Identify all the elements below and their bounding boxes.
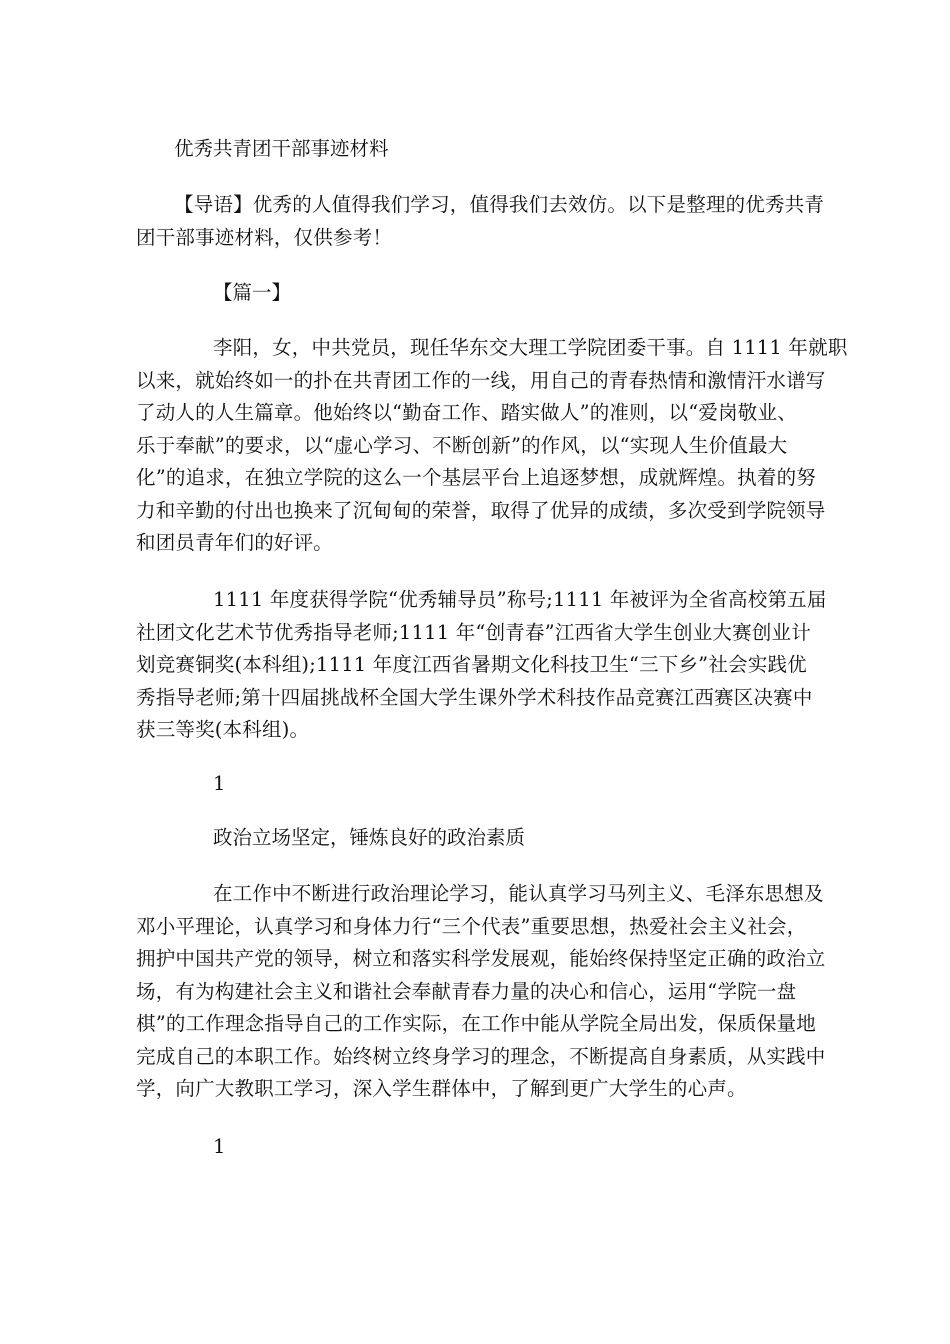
intro-line: 团干部事迹材料，仅供参考！ (136, 225, 393, 249)
section-heading: 【篇一】 (213, 281, 292, 304)
paragraph-line: 乐于奉献”的要求，以“虚心学习、不断创新”的作风，以“实现人生价值最大 (136, 433, 788, 457)
paragraph-line: 力和辛勤的付出也换来了沉甸甸的荣誉，取得了优异的成绩，多次受到学院领导 (136, 498, 826, 522)
document-title: 优秀共青团干部事迹材料 (174, 137, 389, 160)
paragraph-line: 完成自己的本职工作。始终树立终身学习的理念，不断提高自身素质，从实践中 (136, 1044, 826, 1068)
paragraph-line: 拥护中国共产党的领导，树立和落实科学发展观，能始终保持坚定正确的政治立 (136, 947, 826, 970)
paragraph-1 (136, 332, 848, 560)
section-subheading: 政治立场坚定，锤炼良好的政治素质 (213, 826, 526, 849)
paragraph-line: 场，有为构建社会主义和谐社会奉献青春力量的决心和信心，运用“学院一盘 (136, 979, 797, 1003)
intro-line: 【导语】优秀的人值得我们学习，值得我们去效仿。以下是整理的优秀共青 (174, 193, 825, 216)
paragraph-line: 化”的追求，在独立学院的这么一个基层平台上追逐梦想，成就辉煌。执着的努 (136, 466, 816, 489)
paragraph-line: 和团员青年们的好评。 (136, 531, 334, 554)
page-number: 1 (213, 772, 226, 795)
paragraph-line: 社团文化艺术节优秀指导老师;1111 年“创青春”江西省大学生创业大赛创业计 (136, 620, 811, 644)
paragraph-line: 了动人的人生篇章。他始终以“勤奋工作、踏实做人”的准则，以“爱岗敬业、 (136, 401, 797, 424)
paragraph-3 (136, 878, 826, 1106)
paragraph-line: 以来，就始终如一的扑在共青团工作的一线，用自己的青春热情和激情汗水谱写 (136, 368, 826, 392)
paragraph-line: 划竞赛铜奖(本科组);1111 年度江西省暑期文化科技卫生“三下乡”社会实践优 (136, 653, 807, 676)
paragraph-line: 学，向广大教职工学习，深入学生群体中，了解到更广大学生的心声。 (136, 1077, 747, 1100)
paragraph-line: 李阳，女，中共党员，现任华东交大理工学院团委干事。自 1111 年就职 (213, 336, 848, 359)
paragraph-line: 棋”的工作理念指导自己的工作实际，在工作中能从学院全局出发，保质保量地 (136, 1012, 816, 1035)
page-number: 1 (213, 1135, 226, 1158)
paragraph-2 (136, 584, 827, 747)
paragraph-line: 获三等奖(本科组)。 (136, 718, 310, 741)
paragraph-line: 在工作中不断进行政治理论学习，能认真学习马列主义、毛泽东思想及 (213, 882, 824, 905)
paragraph-line: 邓小平理论，认真学习和身体力行“三个代表”重要思想，热爱社会主义社会， (136, 914, 807, 938)
intro-paragraph (136, 189, 825, 254)
paragraph-line: 1111 年度获得学院“优秀辅导员”称号;1111 年被评为全省高校第五届 (213, 588, 827, 611)
paragraph-line: 秀指导老师;第十四届挑战杯全国大学生课外学术科技作品竞赛江西赛区决赛中 (136, 685, 813, 709)
